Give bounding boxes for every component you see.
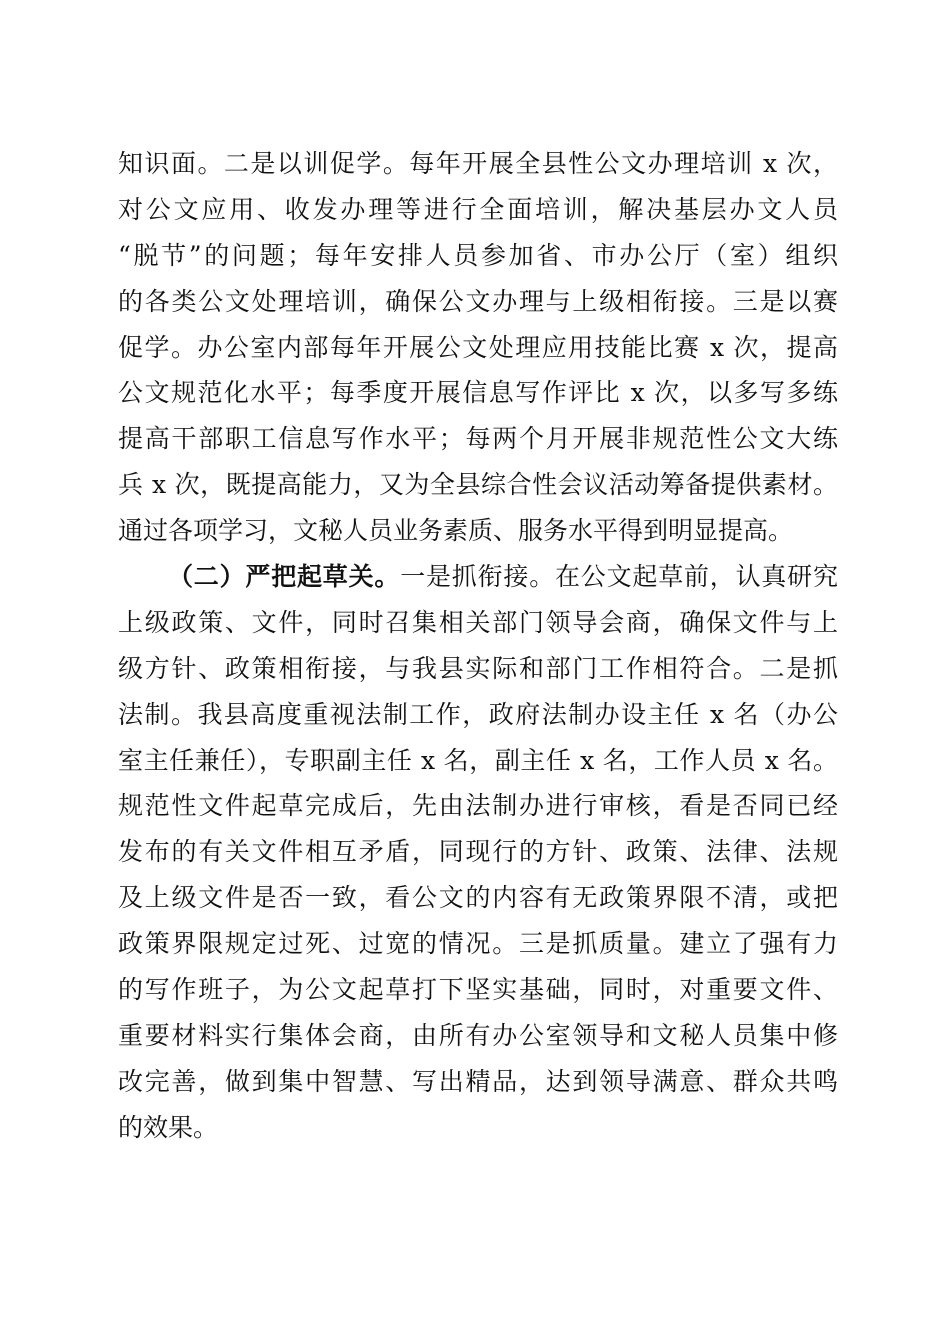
- text-line: 上级政策、文件，同时召集相关部门领导会商，确保文件与上: [118, 607, 838, 637]
- text-line: 法制。我县高度重视法制工作，政府法制办设主任 x 名（办公: [118, 699, 838, 729]
- text-line: 的各类公文处理培训，确保公文办理与上级相衔接。三是以赛: [118, 286, 838, 316]
- section-heading: （二）严把起草关。: [168, 562, 401, 592]
- text-line: 知识面。二是以训促学。每年开展全县性公文办理培训 x 次，: [118, 149, 838, 178]
- paragraph-first-line: [118, 554, 838, 600]
- text-line: “脱节”的问题；每年安排人员参加省、市办公厅（室）组织: [118, 240, 838, 270]
- text-line: 兵 x 次，既提高能力，又为全县综合性会议活动筹备提供素材。: [118, 470, 838, 500]
- text-line: 促学。办公室内部每年开展公文处理应用技能比赛 x 次，提高: [118, 332, 838, 362]
- paragraph-training: [118, 141, 838, 554]
- text-line: 室主任兼任），专职副主任 x 名，副主任 x 名，工作人员 x 名。: [118, 745, 838, 775]
- text-run: 一是抓衔接。在公文起草前，认真研究: [400, 562, 838, 592]
- text-line: 级方针、政策相衔接，与我县实际和部门工作相符合。二是抓: [118, 653, 838, 683]
- text-line: 及上级文件是否一致，看公文的内容有无政策界限不清，或把: [118, 883, 838, 913]
- text-line: 公文规范化水平；每季度开展信息写作评比 x 次，以多写多练: [118, 378, 838, 408]
- text-line: 重要材料实行集体会商，由所有办公室领导和文秘人员集中修: [118, 1020, 838, 1050]
- text-line: 对公文应用、收发办理等进行全面培训，解决基层办文人员: [118, 194, 838, 224]
- text-line: 规范性文件起草完成后，先由法制办进行审核，看是否同已经: [118, 791, 838, 821]
- body-text: [118, 141, 838, 1151]
- text-line: 发布的有关文件相互矛盾，同现行的方针、政策、法律、法规: [118, 837, 838, 867]
- text-line: 的效果。: [118, 1112, 219, 1142]
- text-line: 的写作班子，为公文起草打下坚实基础，同时，对重要文件、: [118, 975, 838, 1005]
- text-line: 改完善，做到集中智慧、写出精品，达到领导满意、群众共鸣: [118, 1066, 838, 1096]
- text-line: 政策界限规定过死、过宽的情况。三是抓质量。建立了强有力: [118, 929, 838, 959]
- text-line: 通过各项学习，文秘人员业务素质、服务水平得到明显提高。: [118, 516, 794, 546]
- text-line: 提高干部职工信息写作水平；每两个月开展非规范性公文大练: [118, 424, 838, 454]
- paragraph-drafting: [118, 554, 838, 1151]
